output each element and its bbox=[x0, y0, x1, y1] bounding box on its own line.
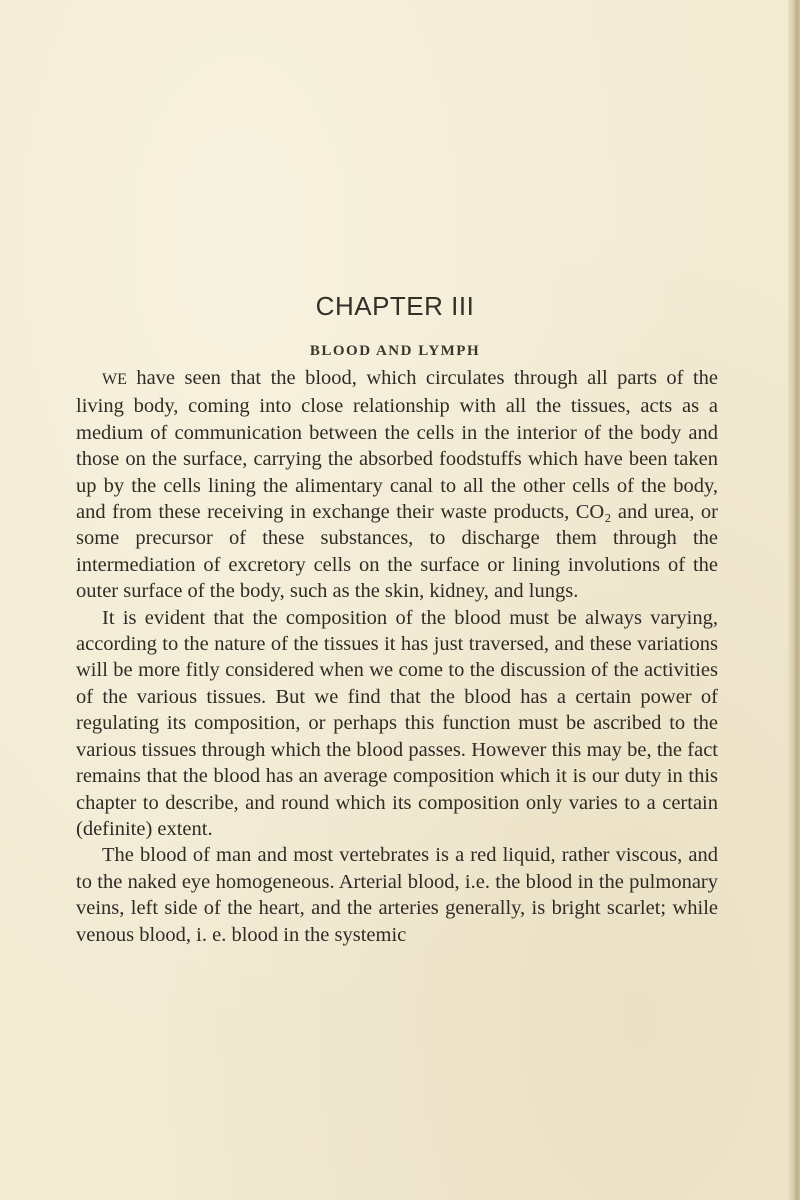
page-edge bbox=[788, 0, 800, 1200]
paragraph-3: The blood of man and most vertebrates is a red liquid, rather viscous, and to the naked eye homogeneous. Arterial blood, i.e. the blood in the pulmonary veins, left side of the heart, and the arteries generally, is bright scarlet; while venous blood, i. e. blood in the systemic bbox=[76, 844, 718, 946]
paragraph-1 bbox=[76, 365, 718, 605]
paragraph-2: It is evident that the composition of the blood must be always varying, according to the nature of the tissues it has just traversed, and these variations will be more fitly considered when we come to the discussion of the activities of the various tissues. But we find that the blood has a certain power of regulating its composition, or perhaps this function must be ascribed to the various tissues through which the blood passes. However this may be, the fact remains that the blood has an average composition which it is our duty in this chapter to describe, and round which its composition only varies to a certain (definite) extent. bbox=[76, 606, 718, 840]
body-text bbox=[76, 365, 718, 948]
paragraph-1-text: have seen that the blood, which circulates through all parts of the living body, coming into close relationship with all the tissues, acts as a medium of communication between the cells in the interior of the body and those on the surface, carrying the absorbed foodstuffs which have been taken up by the cells lining the alimentary canal to all the other cells of the body, and from these receiving in exchange their waste products, CO₂ and urea, or some precursor of these substances, to discharge them through the intermediation of excretory cells on the surface or lining involutions of the outer surface of the body, such as the skin, kidney, and lungs. bbox=[76, 367, 718, 603]
paragraph-lead-word: WE bbox=[102, 371, 127, 388]
chapter-subtitle: BLOOD AND LYMPH bbox=[309, 343, 481, 359]
chapter-heading: CHAPTER III bbox=[315, 291, 475, 321]
